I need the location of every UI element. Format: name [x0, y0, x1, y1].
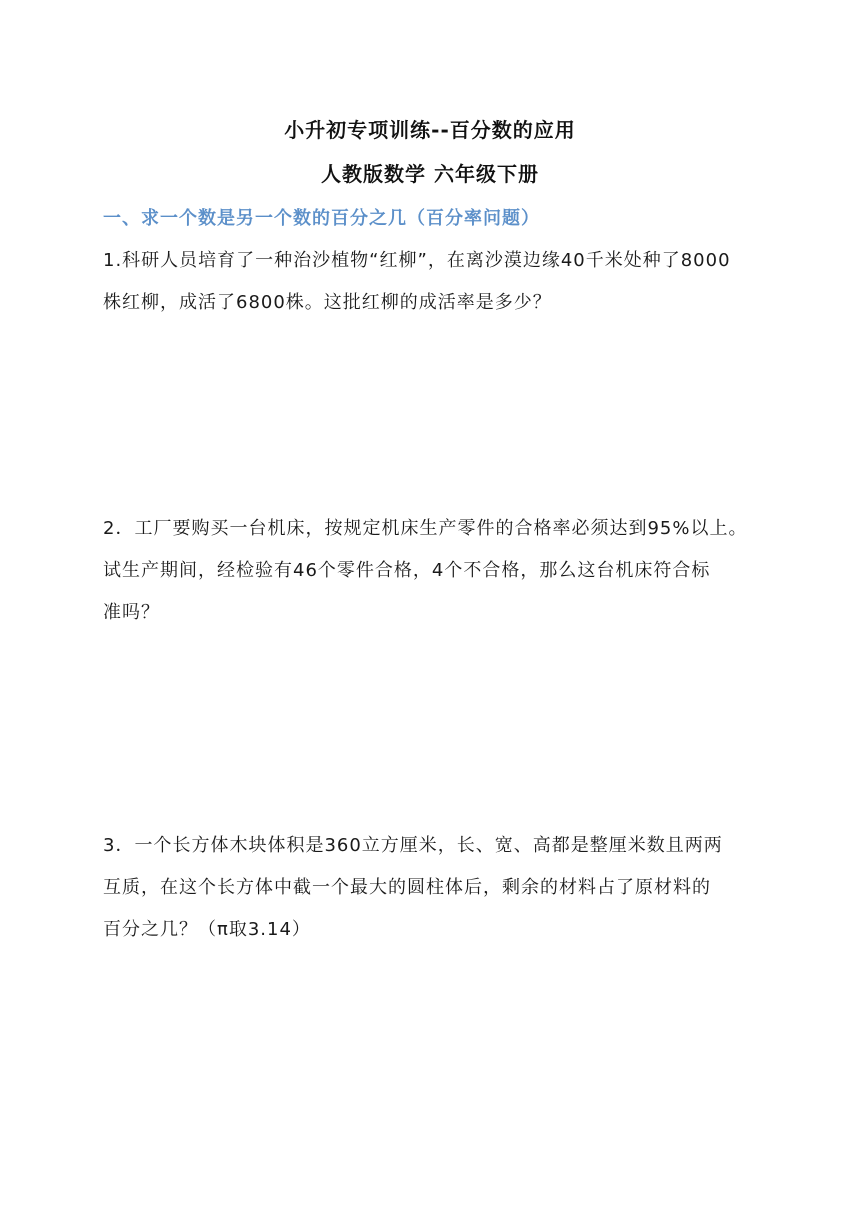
document-title: 小升初专项训练--百分数的应用	[284, 118, 576, 142]
question-line: 3．一个长方体木块体积是360立方厘米，长、宽、高都是整厘米数且两两	[103, 835, 723, 856]
question-line: 互质，在这个长方体中截一个最大的圆柱体后，剩余的材料占了原材料的	[103, 877, 711, 898]
question-line: 株红柳，成活了6800株。这批红柳的成活率是多少？	[103, 292, 552, 313]
question-line: 1.科研人员培育了一种治沙植物“红柳”，在离沙漠边缘40千米处种了8000	[103, 250, 731, 271]
question-3	[103, 825, 763, 951]
section-heading: 一、求一个数是另一个数的百分之几（百分率问题）	[103, 208, 540, 229]
question-2	[103, 508, 763, 634]
document-subtitle: 人教版数学 六年级下册	[321, 162, 539, 186]
question-line: 2．工厂要购买一台机床，按规定机床生产零件的合格率必须达到95%以上。	[103, 518, 748, 539]
question-1	[103, 240, 763, 324]
question-line: 百分之几？（π取3.14）	[103, 919, 311, 940]
question-line: 准吗？	[103, 602, 160, 623]
question-line: 试生产期间，经检验有46个零件合格，4个不合格，那么这台机床符合标	[103, 560, 711, 581]
